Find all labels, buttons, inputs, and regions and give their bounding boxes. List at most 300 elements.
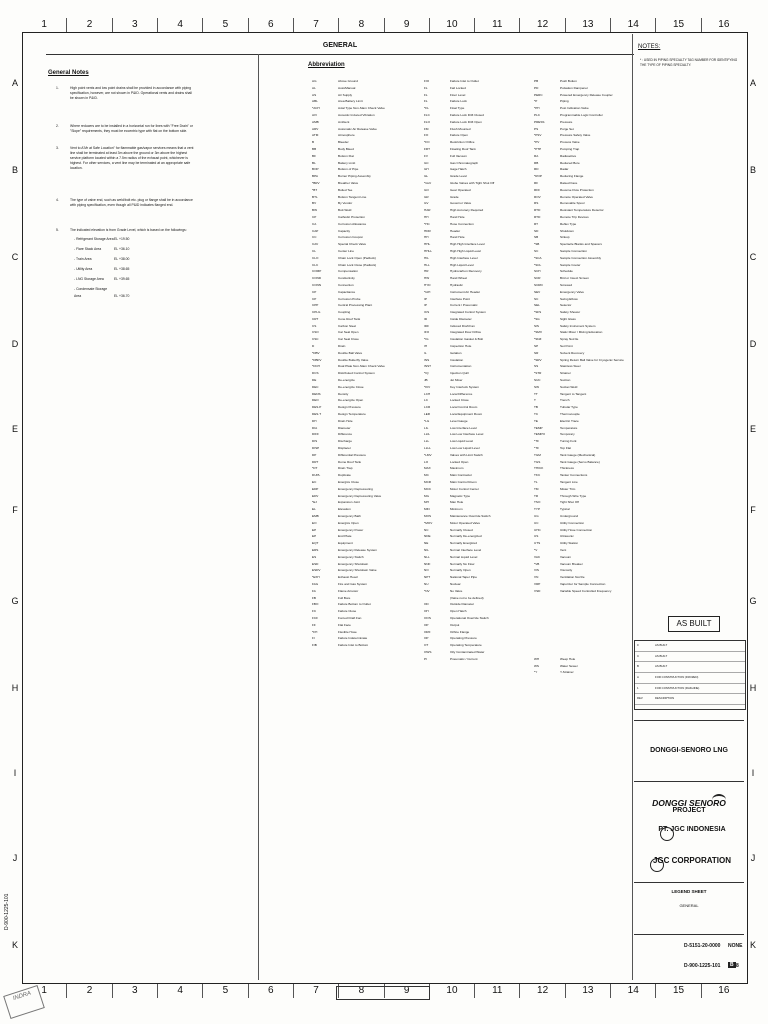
column-number: 4 [157, 984, 202, 998]
abbreviation-row [534, 615, 624, 622]
abbreviation-code: MCR [424, 480, 432, 485]
revision-description: AS BUILT [655, 643, 668, 647]
abbreviation-row [424, 527, 494, 534]
note-number: 1. [56, 86, 59, 90]
abbreviation-code: CS [312, 323, 317, 328]
column-number: 16 [701, 984, 746, 998]
section-title: GENERAL [46, 38, 634, 55]
abbreviation-code: ARV [312, 126, 319, 131]
abbreviation-meaning: Emergency Valve [560, 289, 585, 294]
column-number: 16 [701, 18, 746, 32]
abbreviation-row [312, 547, 385, 554]
abbreviation-meaning: Reverse Flow Protection [560, 187, 594, 192]
abbreviation-code: TB [534, 405, 538, 410]
abbreviation-code: LLIL [424, 432, 431, 437]
column-number: 11 [474, 18, 519, 32]
abbreviation-code: UHC [534, 527, 541, 532]
drawing-title: LEGEND SHEET [671, 889, 707, 894]
row-letter: J [12, 853, 18, 863]
abbreviation-row [312, 248, 385, 255]
abbreviation-code: IH [424, 344, 428, 349]
abbreviation-code: RT [534, 221, 539, 226]
abbreviation-meaning: Failure Open [450, 133, 468, 138]
abbreviation-column-3 [534, 78, 624, 676]
abbreviation-meaning: Low Low Interface Level [450, 432, 484, 437]
abbreviation-row [534, 85, 624, 92]
column-number: 4 [157, 18, 202, 32]
abbreviation-code: FAG [312, 581, 319, 586]
abbreviation-row [534, 404, 624, 411]
row-letter: H [749, 683, 757, 693]
abbreviation-code: *VB [534, 561, 540, 566]
abbreviation-code: *MOV [424, 520, 433, 525]
abbreviation-row [312, 493, 385, 500]
abbreviation-meaning: Pressure Safety Valve [560, 133, 591, 138]
row-letter: G [749, 596, 757, 606]
abbreviation-code: *IAH [424, 289, 431, 294]
abbreviation-code: SB [534, 235, 539, 240]
abbreviation-meaning: Globe Valves with Tight Shut Off [450, 180, 495, 185]
abbreviation-meaning: Special Check Valve [338, 242, 367, 247]
abbreviation-meaning: Water Sewer [560, 663, 578, 668]
abbreviation-row [312, 329, 385, 336]
abbreviation-meaning: Solvent Recovery [560, 350, 585, 355]
revision-row [635, 673, 745, 684]
abbreviation-row [424, 411, 494, 418]
abbreviation-code: RFF [534, 187, 541, 192]
abbreviation-row [534, 302, 624, 309]
abbreviation-meaning: Tight Shut Off [560, 500, 579, 505]
abbreviation-row [534, 635, 624, 642]
abbreviation-code: *PV [534, 140, 540, 145]
abbreviation-row [424, 493, 494, 500]
abbreviation-code: NLL [424, 554, 430, 559]
abbreviation-row [534, 255, 624, 262]
abbreviation-row [312, 85, 385, 92]
abbreviation-meaning: Failure Bottom to Outlet [338, 602, 371, 607]
abbreviation-row [312, 513, 385, 520]
doc-number: D-5151-20-0000 [684, 943, 721, 949]
note-number: 2. [56, 124, 59, 128]
abbreviation-meaning: Utility Hose Connection [560, 527, 593, 532]
abbreviation-code: HYD [424, 282, 431, 287]
abbreviation-row [534, 533, 624, 540]
abbreviation-meaning: Hose Connection [450, 221, 474, 226]
abbreviation-row [534, 228, 624, 235]
abbreviation-code: PLC [534, 112, 541, 117]
abbreviation-code: VSD [534, 588, 541, 593]
abbreviation-row [534, 323, 624, 330]
abbreviation-row [424, 78, 494, 85]
abbreviation-row [534, 119, 624, 126]
abbreviation-meaning: Top Flat [560, 446, 572, 451]
abbreviation-code: INS [424, 357, 430, 362]
abbreviation-meaning: Programmable Logic Controller [560, 112, 603, 117]
abbreviation-row [312, 146, 385, 153]
abbreviation-meaning: Shutdown [560, 228, 574, 233]
abbreviation-meaning: Suction [560, 378, 571, 383]
abbreviation-row [534, 425, 624, 432]
elevation-row [74, 276, 154, 283]
revision-number: C [637, 653, 640, 658]
abbreviation-code: *EJ [312, 500, 317, 505]
abbreviation-code: MC [424, 473, 429, 478]
abbreviation-row [534, 153, 624, 160]
abbreviation-meaning: Operating Pressure [450, 636, 477, 641]
abbreviation-meaning: Minimum [450, 507, 463, 512]
abbreviation-meaning: Safety Instrument System [560, 323, 596, 328]
abbreviation-row [312, 411, 385, 418]
abbreviation-code: EC [312, 480, 317, 485]
abbreviation-code: FLO [424, 119, 431, 124]
note-text: Vent to A'Mr at Safe Location" for flammable gas/vapor services means that a vent line shall be terminated at least 3m above the ground or 3m above the highest service platform located within a 7.5m radius of the exhaust point, whichever is highest. For other services, a vent line may be terminated at an appropriate safe location. [70, 146, 194, 170]
abbreviation-code: ATM [312, 133, 319, 138]
abbreviation-row [424, 506, 494, 513]
column-number: 13 [565, 18, 610, 32]
abbreviation-row [424, 85, 494, 92]
abbreviation-row [424, 533, 494, 540]
abbreviation-row [424, 642, 494, 649]
abbreviation-code: *ACH [312, 106, 320, 111]
column-number: 7 [293, 18, 338, 32]
abbreviation-code: VRP [534, 581, 541, 586]
abbreviation-code: FRT [424, 146, 430, 151]
abbreviation-meaning: Design Pressure [338, 405, 361, 410]
abbreviation-meaning: Hydrocarbon Recovery [450, 269, 482, 274]
abbreviation-meaning: Drain Hole [338, 418, 353, 423]
abbreviation-code: *SFS [534, 310, 542, 315]
abbreviation-meaning: Inside Diameter [450, 316, 472, 321]
abbreviation-row [312, 445, 385, 452]
abbreviation-row [312, 404, 385, 411]
abbreviation-meaning: Man Hole [450, 500, 464, 505]
abbreviation-code: FL [424, 92, 428, 97]
abbreviation-meaning: Failure Lock Drift Open [450, 119, 482, 124]
abbreviation-row [534, 452, 624, 459]
abbreviation-meaning: Y-Strainer [560, 670, 574, 675]
abbreviation-meaning: Orifice Flange [450, 629, 470, 634]
abbreviation-row [534, 459, 624, 466]
abbreviation-row [534, 493, 624, 500]
row-letter: B [749, 165, 756, 175]
abbreviation-meaning: Area Battery Limit [338, 99, 363, 104]
general-note-item [56, 86, 196, 101]
abbreviation-code: BTL [312, 194, 318, 199]
abbreviation-row [312, 357, 385, 364]
abbreviation-row [312, 499, 385, 506]
abbreviation-meaning: Connection [338, 282, 354, 287]
elevation-area: - LNG Storage Area [74, 277, 104, 281]
abbreviation-row [424, 316, 494, 323]
revision-number: 1 [637, 685, 639, 690]
abbreviation-row [534, 601, 624, 608]
abbreviation-row [312, 241, 385, 248]
abbreviation-meaning: Battery Limit [338, 160, 356, 165]
abbreviation-row [534, 105, 624, 112]
abbreviation-meaning: Above Ground [338, 79, 358, 83]
drawing-title-box [634, 882, 744, 933]
abbreviation-code: CA [312, 221, 317, 226]
abbreviation-row [312, 465, 385, 472]
abbreviation-meaning: Carbon Steel [338, 323, 357, 328]
abbreviation-code: *DBFV [312, 357, 322, 362]
divider-left [258, 54, 259, 980]
abbreviation-row [424, 221, 494, 228]
abbreviation-row [534, 194, 624, 201]
abbreviation-row [312, 452, 385, 459]
document-number-box [634, 934, 744, 981]
abbreviation-meaning: End Plate [338, 534, 352, 539]
abbreviation-row [312, 527, 385, 534]
abbreviation-meaning: Reflex Type [560, 221, 577, 226]
abbreviation-row [424, 595, 494, 602]
abbreviation-row [424, 588, 494, 595]
abbreviation-code: DISP [312, 446, 320, 451]
abbreviation-meaning: Cathodic Protection [338, 214, 365, 219]
abbreviation-code: DIA [312, 425, 318, 430]
abbreviation-code: *SCL [534, 262, 542, 267]
abbreviation-code: BF [312, 153, 316, 158]
abbreviation-code: MG [424, 493, 429, 498]
elevation-value: EL +39.65 [114, 277, 130, 281]
abbreviation-code: OOS [424, 615, 431, 620]
abbreviation-row [424, 262, 494, 269]
abbreviation-row [424, 622, 494, 629]
abbreviation-row [312, 459, 385, 466]
abbreviation-code: FB [312, 595, 316, 600]
abbreviation-code: CC [312, 235, 317, 240]
abbreviation-row [424, 160, 494, 167]
abbreviation-meaning: Floor Level [450, 92, 466, 97]
abbreviation-row [312, 282, 385, 289]
abbreviation-meaning: Normal Interface Level [450, 547, 482, 552]
abbreviation-code: PS [534, 126, 539, 131]
abbreviation-row [534, 98, 624, 105]
abbreviation-meaning: Spring Return Ball Valve for Cryogenic Service [560, 357, 624, 362]
project-name: DONGGI-SENORO LNG PROJECT [634, 720, 744, 782]
abbreviation-row [312, 221, 385, 228]
abbreviation-row [534, 173, 624, 180]
abbreviation-row [424, 282, 494, 289]
abbreviation-meaning: Weep Hole [560, 656, 576, 661]
abbreviation-meaning: Integrated Flow Orifice [450, 330, 482, 335]
abbreviation-code: MOS [424, 514, 432, 518]
abbreviation-row [424, 132, 494, 139]
abbreviation-meaning: Low Interface Level [450, 425, 477, 430]
elevation-area: - Refrigerant Storage Area [74, 237, 114, 241]
abbreviation-row [534, 214, 624, 221]
abbreviation-row [424, 425, 494, 432]
abbreviation-meaning: Failure Inlet to Outlet [450, 79, 479, 83]
abbreviation-meaning: Insulation Gasket & Bolt [450, 337, 484, 342]
abbreviation-code: *GLV [424, 180, 432, 185]
abbreviation-row [534, 363, 624, 370]
abbreviation-code: HH [424, 214, 429, 219]
abbreviation-meaning: Forced Draft Fan [338, 615, 362, 620]
abbreviation-code: MAX [424, 466, 431, 471]
abbreviation-meaning: Key Interlock System [450, 384, 480, 389]
abbreviation-row [312, 472, 385, 479]
abbreviation-code: FF [312, 622, 316, 627]
abbreviation-meaning: Central Processing Plant [338, 303, 373, 308]
abbreviation-row [424, 635, 494, 642]
abbreviation-row [424, 629, 494, 636]
abbreviation-code: GC [424, 160, 429, 165]
abbreviation-meaning: Open Hatch [450, 609, 467, 614]
abbreviation-meaning: Reducing Flange [560, 174, 584, 179]
abbreviation-meaning: Bleeder [338, 140, 349, 145]
abbreviation-code: EP [312, 534, 317, 539]
abbreviation-meaning: Tank Gauge (Mechanical) [560, 452, 596, 457]
elevation-value: EL +19.50 [114, 237, 130, 241]
abbreviation-meaning: Motor Operated Valve [450, 520, 481, 525]
abbreviation-row [534, 506, 624, 513]
abbreviation-code: OP [424, 622, 429, 627]
abbreviation-row [424, 207, 494, 214]
abbreviation-meaning: Emergency Depressuring Valve [338, 493, 382, 498]
abbreviation-code: IP [424, 303, 427, 308]
abbreviation-code: RA [534, 153, 539, 158]
abbreviation-row [424, 105, 494, 112]
abbreviation-row [312, 316, 385, 323]
abbreviation-meaning: Maximum [450, 466, 464, 471]
abbreviation-row [424, 472, 494, 479]
abbreviation-meaning: High High Interface Level [450, 242, 485, 247]
abbreviation-meaning: Removable Spool [560, 201, 585, 206]
abbreviation-row [534, 282, 624, 289]
abbreviation-row [424, 119, 494, 126]
abbreviation-row [534, 139, 624, 146]
abbreviation-meaning: Motor Control Center [450, 486, 479, 491]
abbreviation-code: CSO [312, 330, 319, 335]
abbreviation-code: WH [534, 656, 540, 661]
abbreviation-meaning: Radar [560, 167, 569, 172]
abbreviation-meaning: Vent [560, 547, 567, 552]
abbreviation-code: RS [534, 201, 539, 206]
abbreviation-meaning: Sample Cooler [560, 262, 581, 267]
elevation-area: - Train Area [74, 257, 92, 261]
abbreviation-code: *FH [312, 629, 318, 634]
elevation-row [74, 256, 154, 263]
column-numbers-top [22, 18, 746, 32]
abbreviation-row [424, 554, 494, 561]
abbreviation-meaning: Vaporizer for Sample Connection [560, 581, 606, 586]
abbreviation-row [534, 262, 624, 269]
row-letter: C [11, 252, 19, 262]
abbreviation-code: DES.T [312, 412, 322, 417]
abbreviation-code: HR [424, 269, 429, 274]
abbreviation-meaning: Remote Trip Devices [560, 214, 589, 219]
abbreviation-code: CSC [312, 337, 319, 342]
abbreviation-code: INST [424, 364, 432, 369]
abbreviation-meaning: Gas Chromatograph [450, 160, 479, 165]
abbreviation-row [534, 180, 624, 187]
abbreviation-row [312, 275, 385, 282]
abbreviation-row [312, 540, 385, 547]
abbreviation-code: TM [534, 486, 539, 491]
abbreviation-meaning: Energize Close [338, 480, 359, 485]
abbreviation-meaning: Pneumatic / Current [450, 656, 478, 661]
abbreviation-meaning: Nuclear [450, 581, 461, 586]
abbreviation-row [312, 418, 385, 425]
elevation-value: EL +38.65 [114, 267, 130, 271]
abbreviation-code: *SG [534, 316, 540, 321]
abbreviation-code: MH [424, 500, 429, 505]
abbreviation-code: HHLL [424, 248, 432, 253]
abbreviation-meaning: Strainer [560, 371, 571, 376]
abbreviation-meaning: Current / Pneumatic [450, 303, 478, 308]
abbreviation-meaning: Failure Lock Drift Closed [450, 112, 484, 117]
drawing-frame [22, 32, 748, 984]
abbreviation-row [534, 391, 624, 398]
abbreviation-meaning: Trench [560, 398, 570, 403]
abbreviation-row [424, 384, 494, 391]
abbreviation-meaning: Failure Lock [450, 99, 467, 104]
abbreviation-row [312, 92, 385, 99]
abbreviation-row [424, 601, 494, 608]
abbreviation-code: ESD [312, 561, 319, 566]
revision-row [635, 662, 745, 673]
row-letter: F [750, 505, 756, 515]
revision-description: AS BUILT [655, 653, 668, 658]
abbreviation-row [424, 438, 494, 445]
abbreviation-meaning: Pulsation Dampener [560, 85, 589, 90]
abbreviation-row [424, 228, 494, 235]
abbreviation-row [424, 153, 494, 160]
abbreviation-code: *IQ [424, 371, 429, 376]
column-number: 3 [112, 18, 157, 32]
column-number: 12 [519, 984, 564, 998]
abbreviation-meaning: Automatic Air Release Valve [338, 126, 377, 131]
revision-number: B [637, 664, 639, 669]
column-number: 8 [338, 18, 383, 32]
abbreviation-code: BV [312, 201, 317, 206]
abbreviation-row [534, 649, 624, 656]
abbreviation-row [534, 200, 624, 207]
abbreviation-code: FV [424, 153, 428, 158]
abbreviation-meaning: Double Ball Valve [338, 350, 363, 355]
abbreviation-meaning: Ultrasonic [560, 534, 574, 539]
abbreviation-row [534, 656, 624, 663]
abbreviation-code: *DBV [312, 350, 320, 355]
abbreviation-code: AVI [312, 112, 317, 117]
abbreviation-code: TT [534, 391, 538, 396]
abbreviation-code: UTS [534, 541, 541, 546]
abbreviation-code: TYP [534, 507, 541, 512]
client-swoosh-icon [712, 794, 726, 806]
row-letter: K [749, 940, 756, 950]
abbreviation-meaning: Density [338, 391, 349, 396]
abbreviation-row [424, 397, 494, 404]
column-number: 2 [66, 18, 111, 32]
abbreviation-meaning: Corrosion Allowance [338, 221, 367, 226]
abbreviation-row [424, 248, 494, 255]
sheet-number: D-900-1225-101 [684, 963, 721, 969]
abbreviation-meaning: Viscosity [560, 568, 573, 573]
abbreviation-meaning: High Interface Level [450, 255, 478, 260]
abbreviation-meaning: Normal Liquid Level [450, 554, 478, 559]
abbreviation-meaning: Flush Mounted [450, 126, 471, 131]
abbreviation-row [312, 255, 385, 262]
abbreviation-meaning: Fire and Gas System [338, 581, 368, 586]
abbreviation-row [424, 574, 494, 581]
abbreviation-row [534, 132, 624, 139]
abbreviation-meaning: Injection Quill [450, 371, 469, 376]
abbreviation-meaning: Tangent Line [560, 480, 578, 485]
abbreviation-meaning: Emergency Shutdown Valve [338, 568, 377, 573]
abbreviation-row [534, 166, 624, 173]
abbreviation-row [312, 228, 385, 235]
